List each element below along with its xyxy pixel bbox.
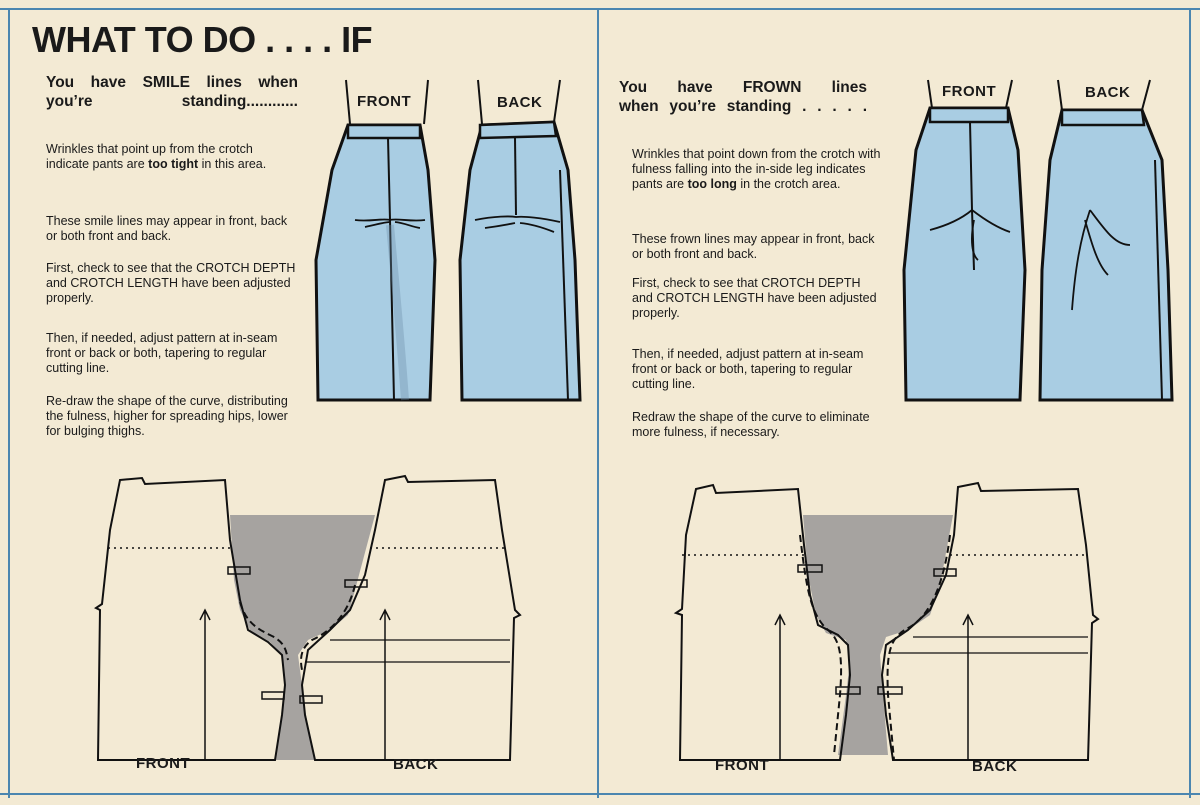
left-paragraph-2: These smile lines may appear in front, back or both front and back. bbox=[46, 214, 288, 243]
left-p1-text: Wrinkles that point up from the crotch indicate pants are bbox=[46, 142, 253, 171]
left-pattern-back-label: BACK bbox=[393, 756, 439, 773]
left-back-pants bbox=[460, 122, 580, 400]
bottom-rule bbox=[0, 793, 1200, 795]
left-photo-front-label: FRONT bbox=[357, 93, 412, 110]
right-paragraph-2: These frown lines may appear in front, back or both front and back. bbox=[632, 232, 875, 261]
right-pattern-back-label: BACK bbox=[972, 758, 1018, 775]
left-pattern-front-label: FRONT bbox=[136, 755, 191, 772]
right-p1-text: Wrinkles that point down from the crotch with fulness falling into the in-side leg indicates pants are bbox=[632, 147, 881, 191]
left-paragraph-5: Re-draw the shape of the curve, distributing the fulness, higher for spreading hips, lower for bulging thighs. bbox=[46, 394, 288, 438]
left-subhead-line1: You have SMILE lines when bbox=[46, 74, 298, 91]
right-subhead bbox=[619, 78, 867, 116]
left-edge-rule bbox=[8, 8, 10, 798]
right-paragraph-3: First, check to see that CROTCH DEPTH and CROTCH LENGTH have been adjusted properly. bbox=[632, 276, 877, 320]
right-crotch-shaded-area bbox=[803, 515, 953, 755]
right-pants-illustration bbox=[900, 70, 1190, 410]
left-pants-illustration bbox=[310, 70, 600, 410]
right-pattern-front-label: FRONT bbox=[715, 757, 770, 774]
left-crotch-shaded-area bbox=[230, 515, 375, 760]
left-photo-back-label: BACK bbox=[497, 94, 543, 111]
right-pattern-diagram bbox=[668, 475, 1108, 775]
left-subhead-line2: you’re standing............ bbox=[46, 93, 298, 110]
right-p1-bold: too long bbox=[687, 177, 737, 191]
right-front-pants bbox=[904, 108, 1025, 400]
left-p1-end: in this area. bbox=[198, 157, 267, 171]
left-paragraph-3: First, check to see that the CROTCH DEPTH and CROTCH LENGTH have been adjusted properly. bbox=[46, 261, 296, 305]
right-subhead-line1: You have FROWN lines bbox=[619, 79, 867, 96]
left-front-pants bbox=[316, 125, 435, 400]
right-back-pants bbox=[1040, 110, 1172, 400]
page-headline: WHAT TO DO . . . . IF bbox=[32, 19, 373, 60]
top-rule bbox=[0, 8, 1200, 10]
right-paragraph-1 bbox=[632, 147, 882, 192]
right-p1-end: in the crotch area. bbox=[736, 177, 841, 191]
left-subhead bbox=[46, 73, 298, 111]
right-photo-front-label: FRONT bbox=[942, 83, 997, 100]
left-paragraph-1 bbox=[46, 142, 298, 172]
right-paragraph-4: Then, if needed, adjust pattern at in-seam front or back or both, tapering to regular cutting line. bbox=[632, 347, 864, 391]
right-paragraph-5: Redraw the shape of the curve to eliminate more fulness, if necessary. bbox=[632, 410, 870, 439]
right-photo-back-label: BACK bbox=[1085, 84, 1131, 101]
right-subhead-line2: when you’re standing . . . . . bbox=[619, 98, 867, 115]
left-paragraph-4: Then, if needed, adjust pattern at in-seam front or back or both, tapering to regular cutting line. bbox=[46, 331, 278, 375]
left-p1-bold: too tight bbox=[148, 157, 199, 171]
left-pattern-diagram bbox=[90, 470, 530, 770]
